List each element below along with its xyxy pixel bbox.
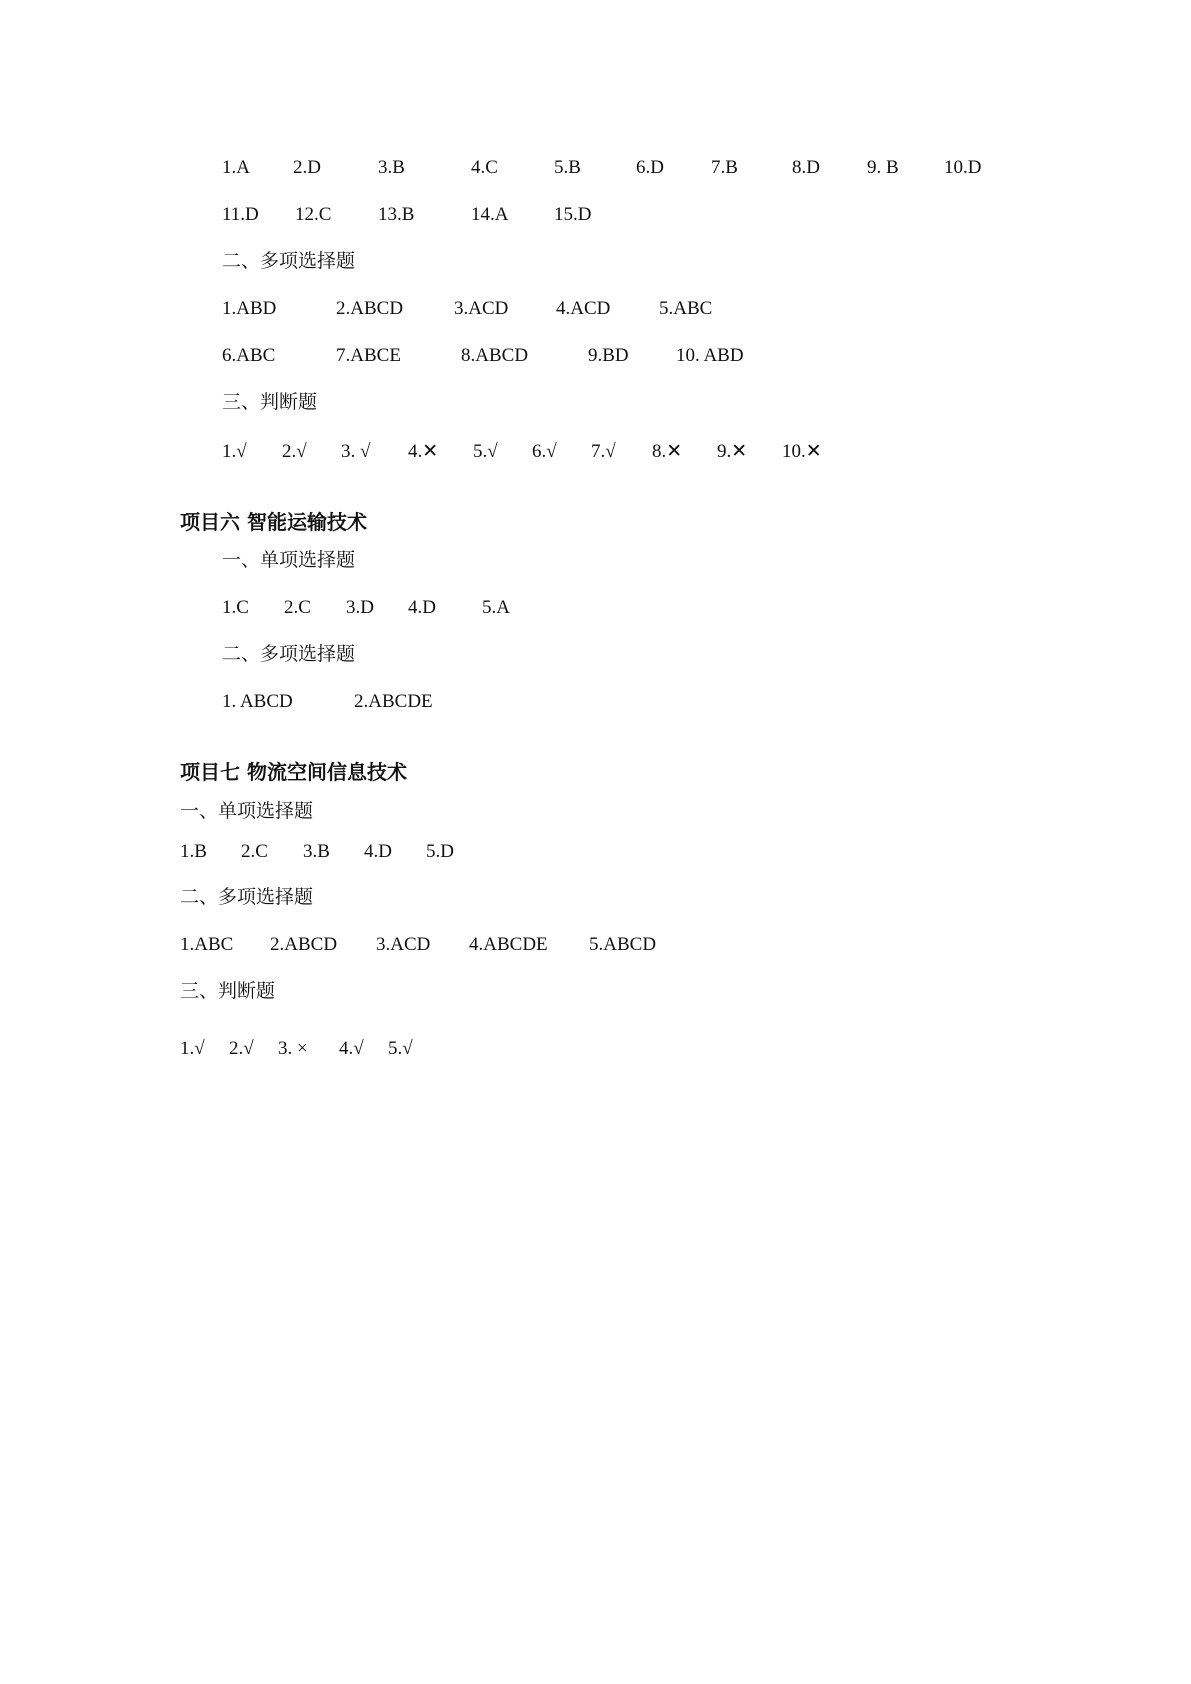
answer-item: 5.B	[554, 157, 581, 178]
answer-item: 4.ABCDE	[469, 934, 548, 955]
answer-item: 5.A	[482, 597, 510, 618]
answer-item: 4.✕	[408, 441, 439, 462]
answer-item: 2.ABCDE	[354, 691, 433, 712]
answer-item: 9.BD	[588, 345, 629, 366]
answer-item: 3.ACD	[376, 934, 431, 955]
section-label-single: 一、单项选择题	[222, 550, 356, 571]
answer-item: 10. ABD	[676, 345, 744, 366]
section-label-multi: 二、多项选择题	[222, 251, 356, 272]
answer-item: 10.✕	[782, 441, 822, 462]
answer-item: 2.D	[293, 157, 321, 178]
answer-item: 13.B	[378, 204, 415, 225]
answer-item: 8.D	[792, 157, 820, 178]
answer-item: 5.ABCD	[589, 934, 657, 955]
answer-item: 1.√	[222, 441, 247, 462]
answer-item: 6.√	[532, 441, 557, 462]
answer-item: 10.D	[944, 157, 982, 178]
answer-item: 1. ABCD	[222, 691, 293, 712]
answer-item: 4.ACD	[556, 298, 611, 319]
answer-item: 2.C	[241, 841, 268, 862]
answer-item: 8.ABCD	[461, 345, 529, 366]
answer-item: 5.ABC	[659, 298, 713, 319]
answer-item: 8.✕	[652, 441, 683, 462]
section-heading: 项目六 智能运输技术	[180, 510, 367, 534]
answer-item: 5.√	[388, 1038, 413, 1059]
answer-item: 7.ABCE	[336, 345, 401, 366]
answer-item: 1.ABD	[222, 298, 277, 319]
section-label-multi: 二、多项选择题	[180, 887, 314, 908]
answer-item: 2.√	[229, 1038, 254, 1059]
answer-item: 1.√	[180, 1038, 205, 1059]
answer-item: 2.C	[284, 597, 311, 618]
answer-item: 2.√	[282, 441, 307, 462]
answer-item: 3.B	[303, 841, 330, 862]
answer-item: 15.D	[554, 204, 592, 225]
answer-item: 1.A	[222, 157, 250, 178]
section-label-judge: 三、判断题	[180, 981, 276, 1002]
answer-item: 4.√	[339, 1038, 364, 1059]
section-label-judge: 三、判断题	[222, 392, 318, 413]
answer-item: 9. B	[867, 157, 899, 178]
answer-item: 3.ACD	[454, 298, 509, 319]
answer-item: 1.C	[222, 597, 249, 618]
answer-item: 2.ABCD	[336, 298, 404, 319]
answer-item: 6.ABC	[222, 345, 276, 366]
answer-item: 7.√	[591, 441, 616, 462]
answer-item: 3.B	[378, 157, 405, 178]
answer-item: 3. √	[341, 441, 371, 462]
answer-item: 14.A	[471, 204, 509, 225]
section-heading: 项目七 物流空间信息技术	[180, 760, 407, 784]
answer-item: 7.B	[711, 157, 738, 178]
section-label-single: 一、单项选择题	[180, 801, 314, 822]
answer-item: 4.D	[408, 597, 436, 618]
answer-item: 12.C	[295, 204, 332, 225]
answer-item: 1.B	[180, 841, 207, 862]
answer-item: 6.D	[636, 157, 664, 178]
answer-item: 2.ABCD	[270, 934, 338, 955]
answer-item: 5.D	[426, 841, 454, 862]
answer-item: 11.D	[222, 204, 259, 225]
answer-item: 9.✕	[717, 441, 748, 462]
answer-item: 5.√	[473, 441, 498, 462]
answer-item: 4.D	[364, 841, 392, 862]
answer-item: 4.C	[471, 157, 498, 178]
section-label-multi: 二、多项选择题	[222, 644, 356, 665]
answer-item: 3. ×	[278, 1038, 308, 1059]
answer-item: 3.D	[346, 597, 374, 618]
answer-item: 1.ABC	[180, 934, 234, 955]
